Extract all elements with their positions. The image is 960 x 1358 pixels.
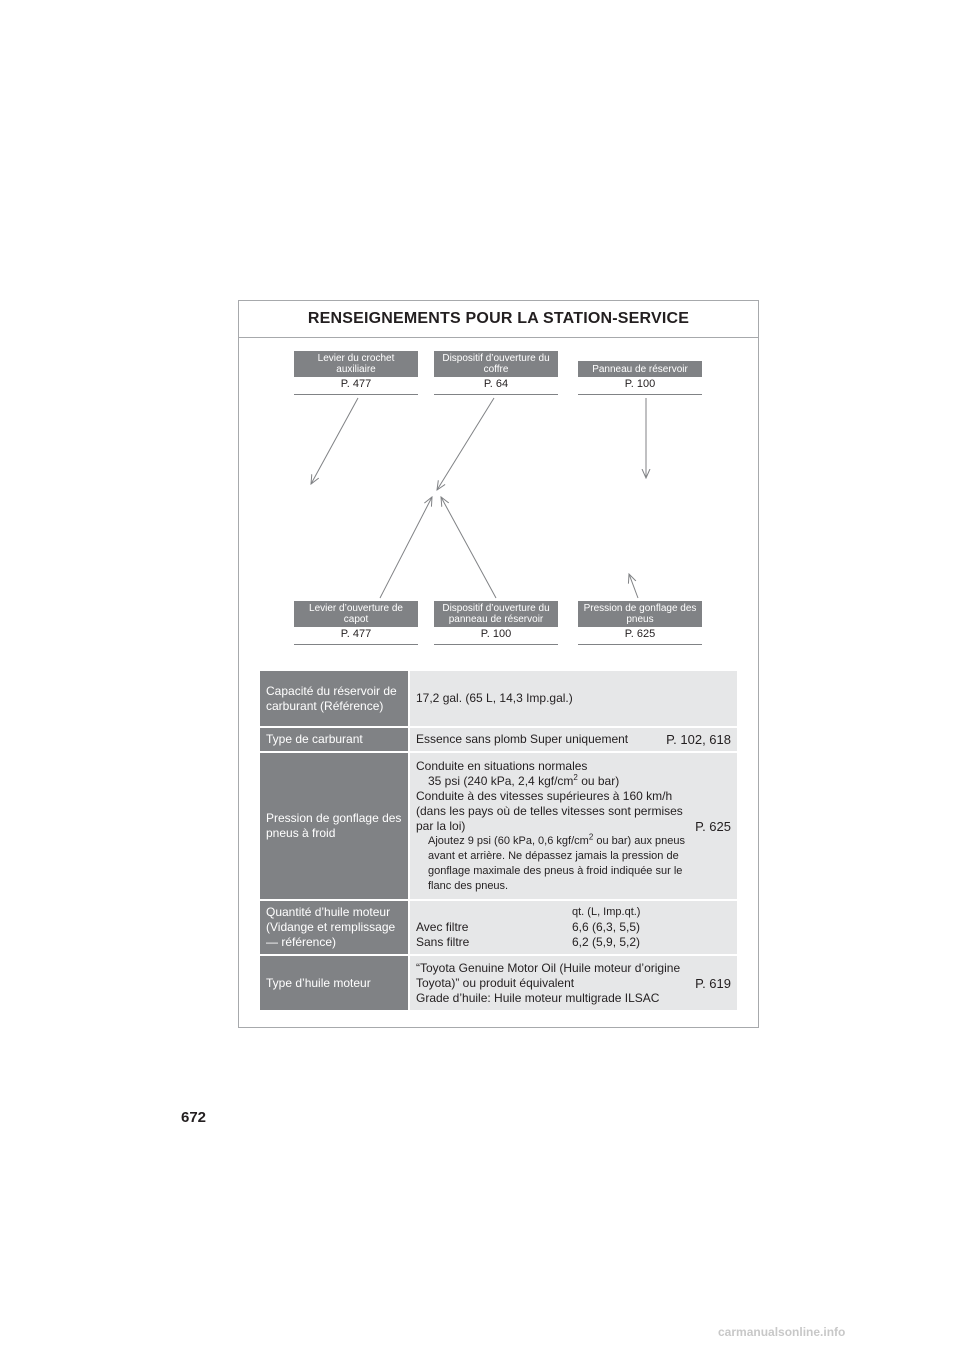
text-line: Conduite à des vitesses supérieures à 160 km/h (dans les pays où de telles vitesses sont permises par la loi) xyxy=(416,788,683,833)
table-value xyxy=(409,752,737,900)
arrow-trunk-opener xyxy=(437,398,494,490)
callout-label: Dispositif d’ouverture du coffre xyxy=(434,351,558,377)
oil-type-text xyxy=(416,961,695,1006)
table-value xyxy=(409,955,737,1011)
table-value xyxy=(409,900,737,955)
table-row xyxy=(260,900,737,955)
table-key: Type de carburant xyxy=(260,727,409,752)
table-key: Quantité d’huile moteur (Vidange et remplissage — référence) xyxy=(260,900,409,955)
with-filter-label: Avec filtre xyxy=(416,920,469,934)
callout-fuel-door-opener[interactable] xyxy=(434,601,558,645)
callout-aux-hook[interactable] xyxy=(294,351,418,395)
text-line: “Toyota Genuine Motor Oil (Huile moteur d’origine Toyota)” ou produit équivalent xyxy=(416,960,681,990)
callout-hood-lever[interactable] xyxy=(294,601,418,645)
table-key: Type d’huile moteur xyxy=(260,955,409,1011)
table-key: Pression de gonflage des pneus à froid xyxy=(260,752,409,900)
without-filter-label: Sans filtre xyxy=(416,935,470,949)
callout-label: Dispositif d’ouverture du panneau de réservoir xyxy=(434,601,558,627)
text-line: Ajoutez 9 psi (60 kPa, 0,6 kgf/$cm^2$ ou bar) aux pneus avant et arrière. Ne dépassez jamais la pression de gonflage maximale des pneus à froid indiquée sur le flanc des pneus. xyxy=(428,831,685,892)
callout-label: Levier d’ouverture de capot xyxy=(294,601,418,627)
text-line: Conduite en situations normales xyxy=(416,758,588,773)
fuel-type-value: Essence sans plomb Super uniquement xyxy=(416,732,629,746)
without-filter-value: 6,2 (5,9, 5,2) xyxy=(572,935,641,949)
fuel-info-table xyxy=(260,671,737,1012)
page-ref-link[interactable]: P. 625 xyxy=(695,818,731,834)
text-line: Grade d’huile: Huile moteur multigrade ILSAC xyxy=(416,990,660,1005)
page-ref-link[interactable]: P. 477 xyxy=(294,377,418,395)
arrow-fuel-door-opener xyxy=(441,497,496,598)
page-ref-link[interactable]: P. 100 xyxy=(434,627,558,645)
section-title: RENSEIGNEMENTS POUR LA STATION-SERVICE xyxy=(239,301,758,338)
page-ref-link[interactable]: P. 619 xyxy=(695,975,731,991)
callout-label: Pression de gonflage des pneus xyxy=(578,601,702,627)
table-value: 17,2 gal. (65 L, 14,3 Imp.gal.) xyxy=(409,671,737,727)
callout-fuel-door[interactable] xyxy=(578,361,702,395)
callout-label: Panneau de réservoir xyxy=(578,361,702,377)
callout-trunk-opener[interactable] xyxy=(434,351,558,395)
unit-label: qt. (L, Imp.qt.) xyxy=(572,906,641,918)
page-ref-link[interactable]: P. 625 xyxy=(578,627,702,645)
tire-pressure-text xyxy=(416,759,686,894)
arrow-aux-hook xyxy=(311,398,358,484)
callout-tire-pressure[interactable] xyxy=(578,601,702,645)
page-ref-link[interactable]: P. 477 xyxy=(294,627,418,645)
table-row xyxy=(260,752,737,900)
table-row xyxy=(260,955,737,1011)
oil-capacity-grid xyxy=(416,905,731,950)
text-line: 35 psi (240 kPa, 2,4 kgf/$cm^2$ ou bar) xyxy=(428,772,620,788)
table-row xyxy=(260,727,737,752)
callout-label: Levier du crochet auxiliaire xyxy=(294,351,418,377)
arrow-hood-lever xyxy=(380,497,432,598)
arrow-tire-pressure xyxy=(629,574,638,598)
page-ref-link[interactable]: P. 100 xyxy=(578,377,702,395)
page-ref-link[interactable]: P. 102, 618 xyxy=(666,732,731,747)
table-row xyxy=(260,671,737,727)
with-filter-value: 6,6 (6,3, 5,5) xyxy=(572,920,641,934)
page-number: 672 xyxy=(181,1109,207,1126)
table-value xyxy=(409,727,737,752)
watermark: carmanualsonline.info xyxy=(718,1325,846,1339)
table-key: Capacité du réservoir de carburant (Référence) xyxy=(260,671,409,727)
page-ref-link[interactable]: P. 64 xyxy=(434,377,558,395)
